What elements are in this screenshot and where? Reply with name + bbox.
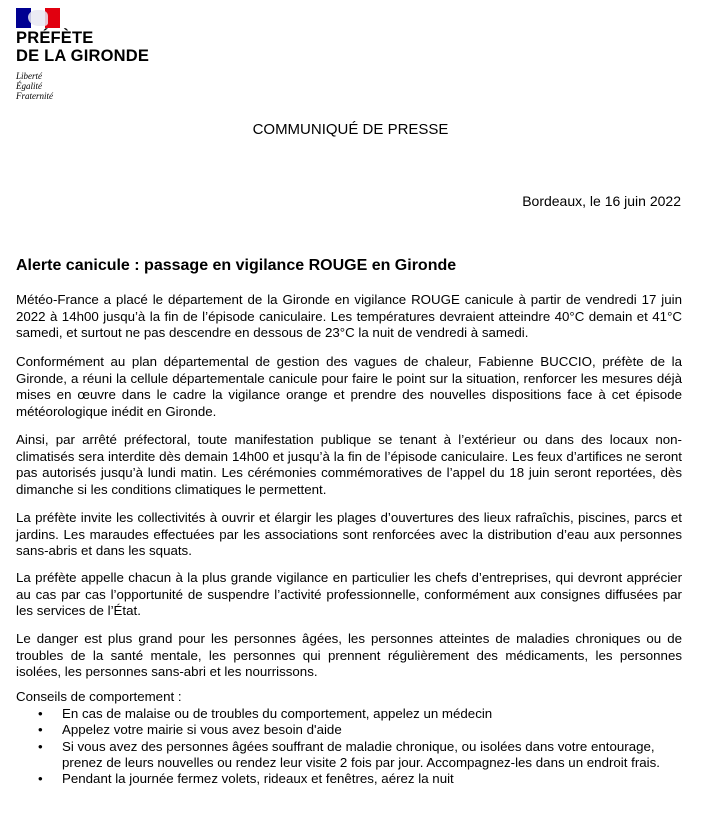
advice-text: Pendant la journée fermez volets, rideaux et fenêtres, aérez la nuit bbox=[62, 771, 454, 787]
advice-title: Conseils de comportement : bbox=[16, 689, 182, 704]
marianne-logo-flag bbox=[16, 8, 60, 28]
paragraph-vigilance: La préfète appelle chacun à la plus grande vigilance en particulier les chefs d’entreprises, qui devront apprécier au cas par cas l’opportunité de suspendre l’activité professionnelle, conformément aux consignes diffusées par les services de l’État. bbox=[16, 570, 682, 618]
list-item bbox=[16, 706, 682, 722]
prefecture-name-line1: PRÉFÈTE bbox=[16, 29, 94, 47]
motto-fraternite: Fraternité bbox=[16, 91, 53, 101]
list-item bbox=[16, 722, 682, 738]
motto-egalite: Égalité bbox=[16, 81, 42, 91]
paragraph-plan: Conformément au plan départemental de gestion des vagues de chaleur, Fabienne BUCCIO, préfète de la Gironde, a réuni la cellule départementale canicule pour faire le point sur la situation, renforcer les mesures déjà mises en œuvre dans le cadre la vigilance orange et prendre des nouvelles dispositions face à cet épisode météorologique inédit en Gironde. bbox=[16, 354, 682, 419]
advice-text: En cas de malaise ou de troubles du comportement, appelez un médecin bbox=[62, 706, 493, 721]
list-item bbox=[16, 771, 682, 787]
paragraph-collectivites: La préfète invite les collectivités à ouvrir et élargir les plages d’ouvertures des lieux rafraîchis, piscines, parcs et jardins. Les maraudes effectuées par les associations sont renforcées avec la distribution d’eau aux personnes sans-abris et dans les squats. bbox=[16, 510, 682, 558]
bullet-icon: • bbox=[38, 722, 43, 738]
paragraph-meteo: Météo-France a placé le département de la Gironde en vigilance ROUGE canicule à partir de vendredi 17 juin 2022 à 14h00 jusqu’à la fin de l’épisode caniculaire. Les températures devraient atteindre 40°C demain et 41°C samedi, et surtout ne pas descendre en dessous de 23°C la nuit de vendredi à samedi. bbox=[16, 292, 682, 340]
advice-list bbox=[16, 706, 682, 787]
document-date: Bordeaux, le 16 juin 2022 bbox=[522, 193, 681, 209]
list-item bbox=[16, 739, 682, 772]
headline: Alerte canicule : passage en vigilance ROUGE en Gironde bbox=[16, 257, 457, 274]
bullet-icon: • bbox=[38, 771, 43, 787]
republic-motto bbox=[16, 71, 53, 101]
paragraph-arrete: Ainsi, par arrêté préfectoral, toute manifestation publique se tenant à l’extérieur ou dans des locaux non-climatisés sera interdite dès demain 14h00 et jusqu’à la fin de l’épisode caniculaire. Les feux d’artifices ne seront pas autorisés jusqu’à lundi matin. Les cérémonies commémoratives de l’appel du 18 juin seront reportées, dès dimanche si les conditions climatiques le permettent. bbox=[16, 432, 682, 497]
motto-liberte: Liberté bbox=[16, 71, 42, 81]
prefecture-name-line2: DE LA GIRONDE bbox=[16, 47, 150, 65]
advice-text: Si vous avez des personnes âgées souffrant de maladie chronique, ou isolées dans votre entourage, prenez de leurs nouvelles ou rendez leur visite 2 fois par jour. Accompagnez-les dans un endroit frais. bbox=[62, 738, 660, 770]
bullet-icon: • bbox=[38, 706, 43, 721]
bullet-icon: • bbox=[38, 738, 43, 754]
prefecture-name bbox=[16, 29, 149, 65]
document-title: COMMUNIQUÉ DE PRESSE bbox=[252, 121, 449, 138]
paragraph-danger: Le danger est plus grand pour les personnes âgées, les personnes atteintes de maladies chroniques ou de troubles de la santé mentale, les personnes qui prennent régulièrement des médicaments, les personnes isolées, les personnes sans-abri et les nourrissons. bbox=[16, 631, 682, 679]
advice-text: Appelez votre mairie si vous avez besoin d'aide bbox=[62, 722, 342, 738]
